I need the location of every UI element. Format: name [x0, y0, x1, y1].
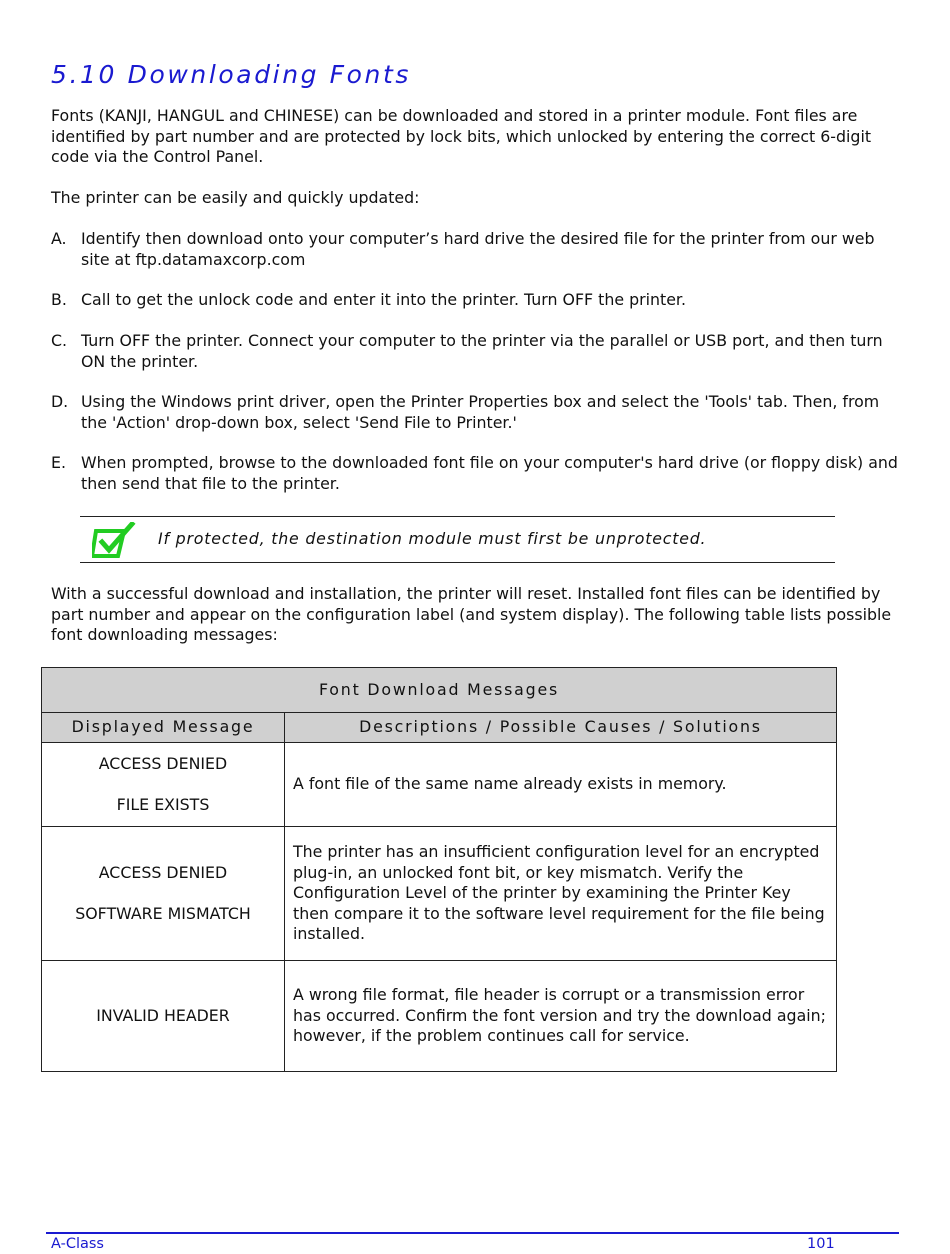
note-text: If protected, the destination module must first be unprotected. [158, 529, 707, 548]
step-letter: D. [51, 392, 69, 411]
table-row [42, 961, 837, 1072]
table-row [42, 827, 837, 961]
table-caption: Font Download Messages [42, 668, 837, 713]
message-cell [42, 961, 285, 1072]
table-row [42, 743, 837, 827]
intro-paragraph: Fonts (KANJI, HANGUL and CHINESE) can be downloaded and stored in a printer module. Font files are identified by part number and are protected by lock bits, which unlocked by entering the correct 6-digit code via the Control Panel. [51, 106, 872, 166]
step-c [51, 331, 901, 372]
column-header-description: Descriptions / Possible Causes / Solutions [285, 713, 837, 743]
step-d [51, 392, 901, 433]
column-header-message: Displayed Message [42, 713, 285, 743]
step-letter: A. [51, 229, 67, 248]
step-text: Using the Windows print driver, open the Printer Properties box and select the 'Tools' tab. Then, from the 'Action' drop-down box, select 'Send File to Printer.' [81, 392, 880, 432]
message-line: SOFTWARE MISMATCH [75, 903, 251, 923]
note-box [80, 516, 835, 563]
footer-divider [46, 1232, 899, 1234]
step-a [51, 229, 901, 270]
message-line: ACCESS DENIED [98, 862, 228, 882]
page-number: 101 [807, 1236, 835, 1252]
page-title: 5.10 Downloading Fonts [51, 60, 412, 89]
step-letter: C. [51, 331, 68, 350]
message-line: INVALID HEADER [96, 1005, 230, 1025]
lead-paragraph: The printer can be easily and quickly updated: [51, 188, 420, 207]
step-text: Identify then download onto your computer’s hard drive the desired file for the printer from our web site at ftp.datamaxcorp.com [81, 229, 875, 269]
step-e [51, 453, 901, 494]
font-download-messages-table [41, 667, 837, 1072]
step-b [51, 290, 901, 311]
description-cell: A font file of the same name already exists in memory. [285, 743, 837, 827]
message-cell [42, 743, 285, 827]
step-letter: E. [51, 453, 67, 472]
step-text: When prompted, browse to the downloaded font file on your computer's hard drive (or floppy disk) and then send that file to the printer. [81, 453, 898, 493]
description-cell: The printer has an insufficient configuration level for an encrypted plug-in, an unlocked font bit, or key mismatch. Verify the Configuration Level of the printer by examining the Printer Key then compare it to the software level requirement for the file being installed. [285, 827, 837, 961]
step-text: Call to get the unlock code and enter it into the printer. Turn OFF the printer. [81, 290, 686, 309]
checkmark-icon [92, 522, 136, 558]
message-cell [42, 827, 285, 961]
description-cell: A wrong file format, file header is corrupt or a transmission error has occurred. Confirm the font version and try the download again; however, if the problem continues call for service. [285, 961, 837, 1072]
message-line: FILE EXISTS [116, 794, 210, 814]
step-text: Turn OFF the printer. Connect your computer to the printer via the parallel or USB port, and then turn ON the printer. [81, 331, 883, 371]
footer-product-name: A-Class [51, 1236, 104, 1252]
step-letter: B. [51, 290, 67, 309]
message-line: ACCESS DENIED [98, 753, 228, 773]
after-note-paragraph: With a successful download and installation, the printer will reset. Installed font files can be identified by part number and appear on the configuration label (and system display). The following table lists possible font downloading messages: [51, 584, 892, 644]
